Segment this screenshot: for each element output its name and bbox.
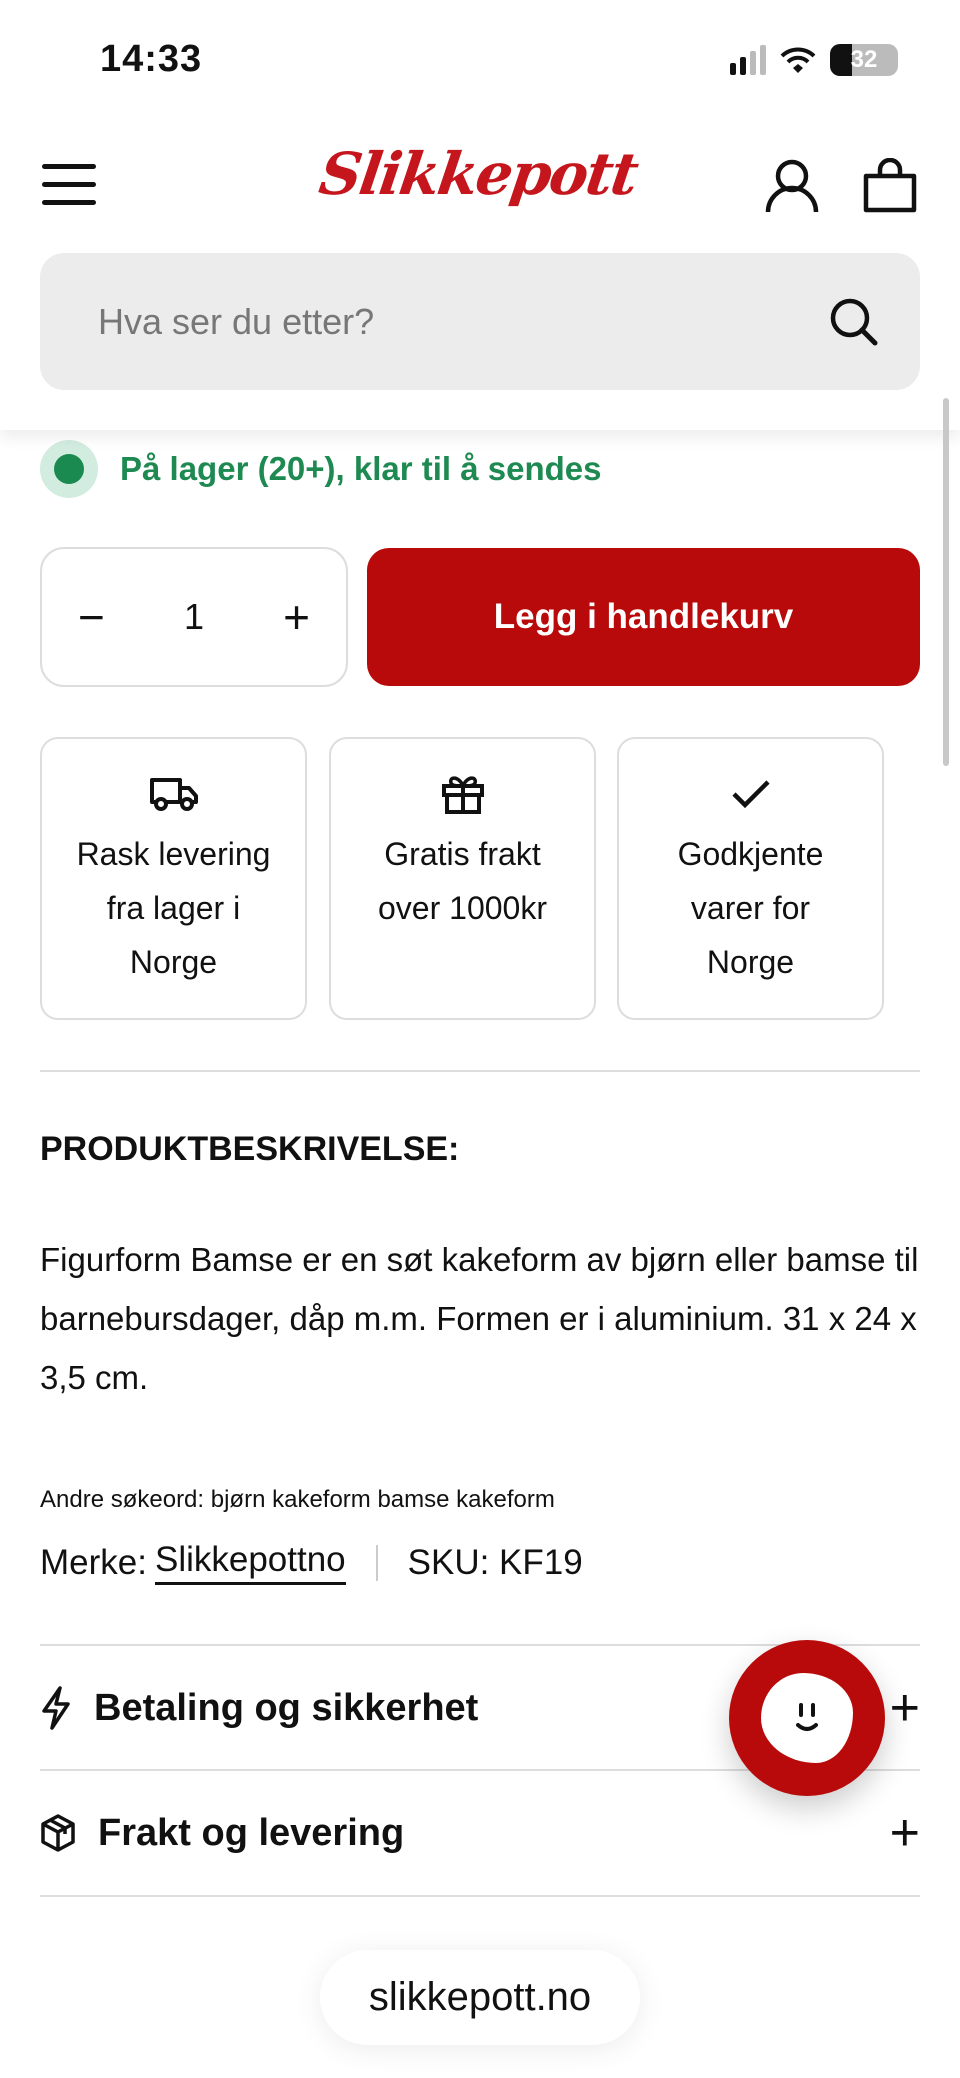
meta-separator	[376, 1545, 378, 1581]
in-stock-dot-icon	[40, 440, 98, 498]
decrease-button[interactable]: −	[78, 591, 105, 643]
smiley-icon	[761, 1673, 853, 1763]
increase-button[interactable]: +	[283, 591, 310, 643]
package-icon	[40, 1813, 76, 1853]
menu-icon[interactable]	[42, 164, 96, 206]
status-time: 14:33	[100, 38, 203, 80]
search-bar[interactable]	[40, 253, 920, 390]
lightning-icon	[40, 1686, 72, 1730]
wifi-icon	[780, 45, 816, 75]
logo[interactable]: Slikkepott	[315, 140, 641, 208]
sku: SKU: KF19	[407, 1542, 583, 1582]
keywords-text: Andre søkeord: bjørn kakeform bamse kakeform	[40, 1486, 555, 1513]
divider	[40, 1895, 920, 1897]
expand-plus-icon[interactable]: +	[889, 1679, 920, 1737]
brand-link[interactable]: Slikkepottno	[155, 1540, 346, 1585]
add-to-cart-button[interactable]: Legg i handlekurv	[367, 548, 920, 686]
chat-button[interactable]	[729, 1640, 885, 1796]
search-icon[interactable]	[828, 296, 880, 348]
accordion-payment[interactable]: Betaling og sikkerhet +	[40, 1646, 920, 1770]
signal-icon	[730, 45, 766, 75]
quantity-stepper[interactable]	[40, 547, 348, 687]
truck-icon	[149, 776, 199, 812]
description-text: Figurform Bamse er en søt kakeform av bjørn eller bamse til barnebursdager, dåp m.m. Formen er i aluminium. 31 x 24 x 3,5 cm.	[40, 1241, 919, 1396]
cart-icon[interactable]	[862, 158, 918, 214]
account-icon[interactable]	[764, 158, 820, 214]
quantity-value[interactable]: 1	[183, 596, 205, 637]
status-icons	[730, 44, 898, 76]
scrollbar[interactable]	[943, 398, 949, 766]
browser-url-pill[interactable]: slikkepott.no	[320, 1950, 640, 2045]
feature-card-approved: Godkjente varer for Norge	[617, 737, 884, 1020]
product-meta: Merke: Slikkepottno SKU: KF19	[40, 1540, 583, 1585]
description-heading: PRODUKTBESKRIVELSE:	[40, 1130, 460, 1168]
battery-indicator: 32	[830, 44, 898, 76]
site-header	[0, 0, 960, 430]
divider	[40, 1070, 920, 1072]
search-input[interactable]	[98, 301, 798, 343]
check-icon	[731, 778, 771, 810]
expand-plus-icon[interactable]: +	[889, 1804, 920, 1862]
feature-card-delivery: Rask levering fra lager i Norge	[40, 737, 307, 1020]
stock-status: På lager (20+), klar til å sendes	[40, 440, 602, 498]
feature-card-free-shipping: Gratis frakt over 1000kr	[329, 737, 596, 1020]
accordion-shipping[interactable]: Frakt og levering +	[40, 1771, 920, 1895]
gift-icon	[441, 774, 485, 814]
